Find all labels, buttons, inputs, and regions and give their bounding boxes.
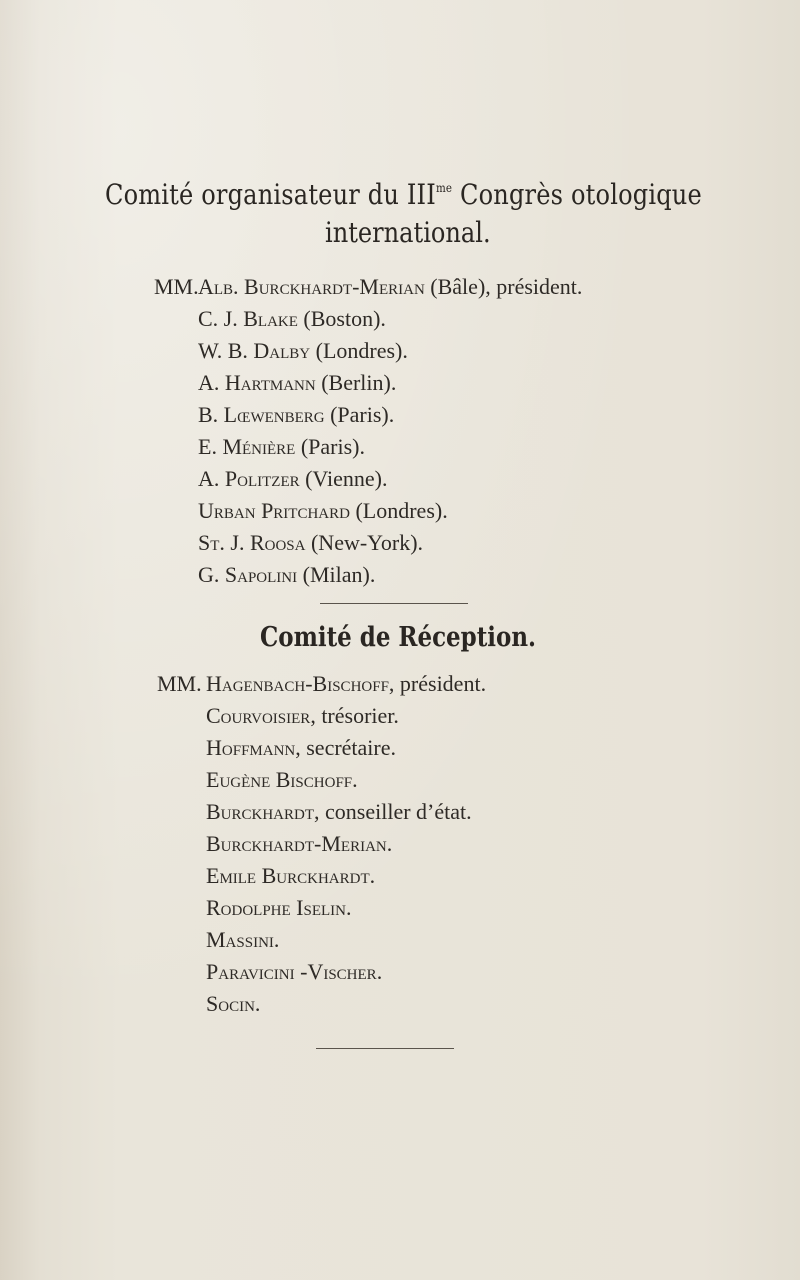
member-detail: . (386, 831, 393, 856)
list-item (206, 831, 392, 857)
member-name: E. Ménière (198, 434, 296, 459)
list-item (206, 767, 358, 793)
member-name: G. Sapolini (198, 562, 298, 587)
member-name: A. Politzer (198, 466, 300, 491)
member-detail: (Bâle), président. (424, 274, 583, 299)
member-name: Burckhardt-Merian (206, 831, 387, 856)
member-name: Eugène Bischoff (206, 767, 353, 792)
list-item (206, 991, 260, 1017)
list-item (206, 735, 396, 761)
list-item (198, 306, 386, 332)
member-name: Paravicini -Vischer (206, 959, 377, 984)
end-divider (316, 1048, 454, 1049)
list-item (206, 863, 375, 889)
member-detail: . (352, 767, 358, 792)
member-name: Burckhardt (206, 799, 315, 824)
member-detail: . (273, 927, 280, 952)
member-detail: . (346, 895, 352, 920)
member-detail: (Milan). (297, 562, 376, 587)
member-detail: (New-York). (305, 530, 424, 555)
member-name: A. Hartmann (198, 370, 316, 395)
list-item (206, 959, 382, 985)
member-name: Socin (206, 991, 255, 1016)
member-name: W. B. Dalby (198, 338, 311, 363)
list-item (198, 338, 408, 364)
member-detail: . (254, 991, 261, 1016)
member-name: Hoffmann (206, 735, 296, 760)
member-detail: (Paris). (324, 402, 395, 427)
member-detail: (Paris). (295, 434, 365, 459)
section2-prefix: MM. (157, 671, 202, 696)
member-name: Emile Burckhardt (206, 863, 370, 888)
member-detail: . (376, 959, 383, 984)
member-name: B. Lœwenberg (198, 402, 325, 427)
list-item (206, 799, 472, 825)
list-item (206, 703, 399, 729)
member-detail: , trésorier. (310, 703, 399, 728)
section2-title: Comité de Réception. (260, 622, 537, 653)
section1-title-part1: Comité organisateur du III (105, 178, 436, 211)
section1-title-line2: international. (325, 216, 491, 249)
list-item (206, 927, 279, 953)
list-item (198, 370, 396, 396)
member-name: C. J. Blake (198, 306, 298, 331)
member-detail: . (369, 863, 376, 888)
section1-prefix: MM. (154, 274, 199, 299)
section1-title-superscript: me (435, 181, 453, 195)
member-detail: (Vienne). (299, 466, 388, 491)
list-item (206, 895, 352, 921)
section1-title (105, 178, 702, 211)
member-detail: , président. (388, 671, 487, 696)
member-detail: (Berlin). (315, 370, 397, 395)
list-item (198, 434, 365, 460)
list-item (198, 498, 448, 524)
member-detail: (Boston). (297, 306, 386, 331)
list-item (198, 402, 394, 428)
list-item (198, 466, 387, 492)
list-item (206, 671, 486, 697)
list-item (198, 530, 423, 556)
member-name: Hagenbach-Bischoff (206, 671, 389, 696)
member-name: Rodolphe Iselin (206, 895, 346, 920)
list-item (198, 274, 582, 300)
member-detail: (Londres). (349, 498, 448, 523)
member-name: St. J. Roosa (198, 530, 306, 555)
section1-title-part2: Congrès otologique (452, 178, 702, 211)
member-detail: , conseiller d’état. (314, 799, 472, 824)
member-detail: (Londres). (310, 338, 408, 363)
list-item (198, 562, 375, 588)
member-detail: , secrétaire. (295, 735, 397, 760)
member-name: Alb. Burckhardt-Merian (198, 274, 425, 299)
member-name: Courvoisier (206, 703, 311, 728)
member-name: Urban Pritchard (198, 498, 350, 523)
section-divider (320, 603, 468, 604)
member-name: Massini (206, 927, 274, 952)
